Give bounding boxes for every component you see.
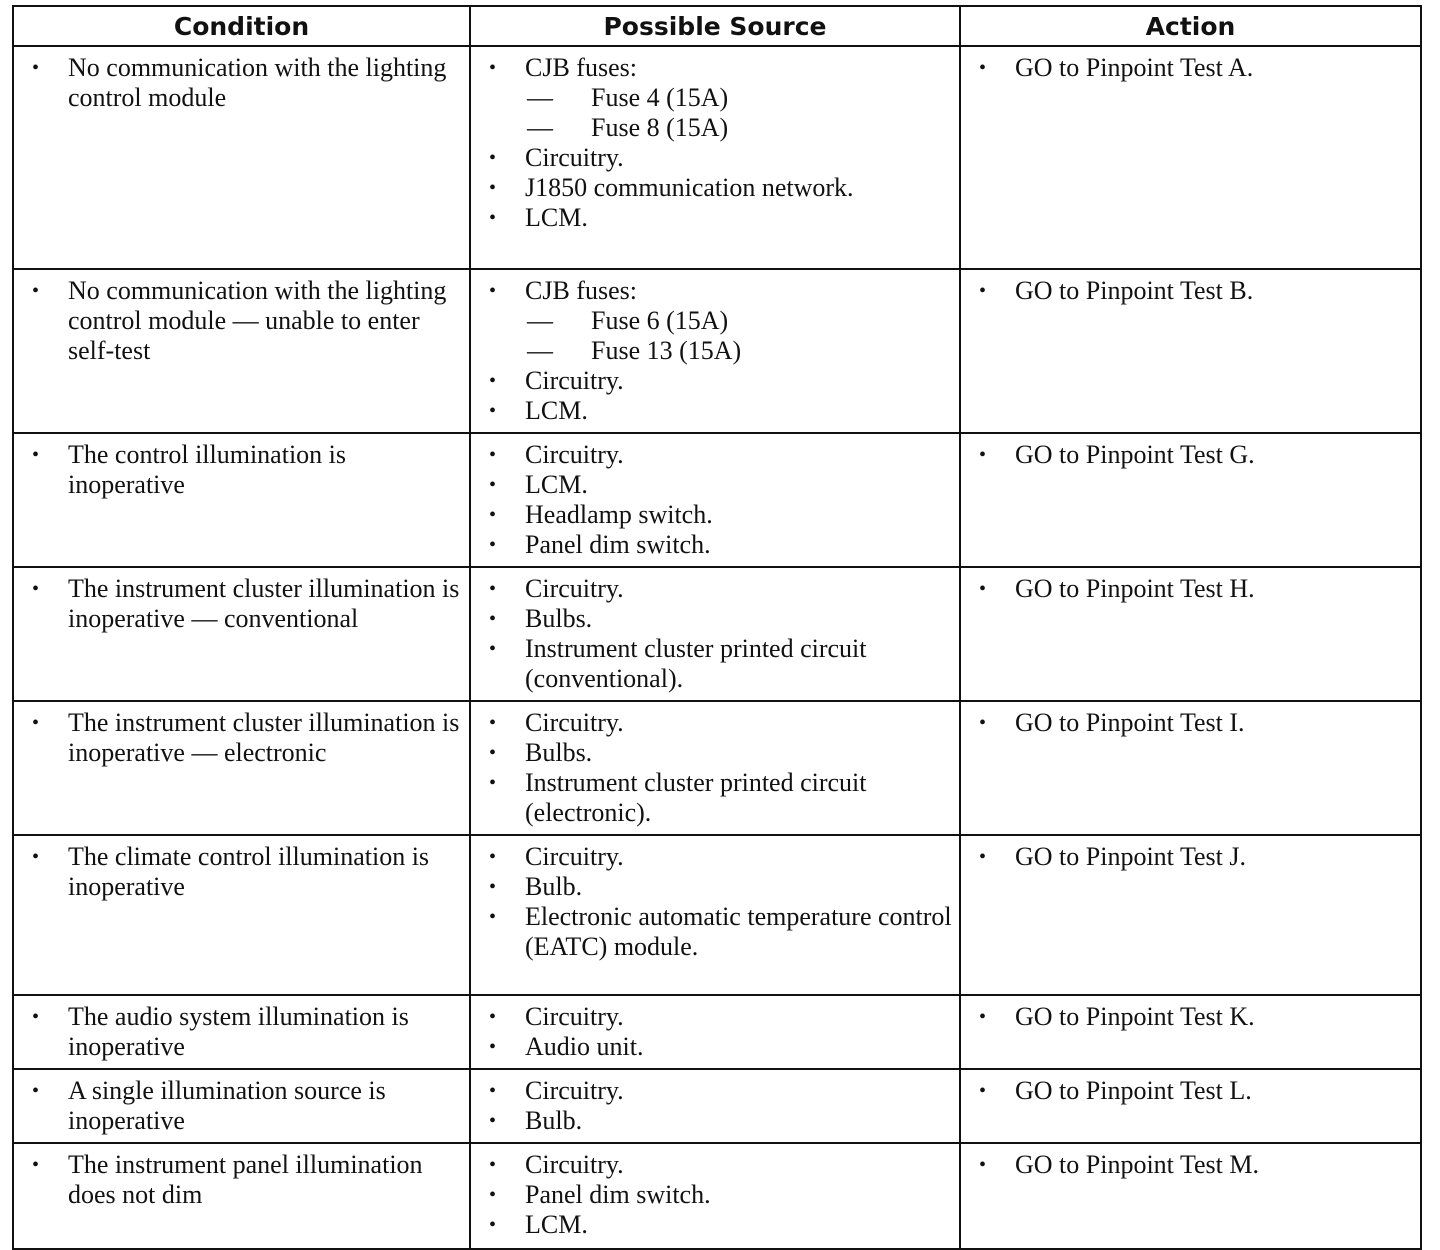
condition-cell xyxy=(13,567,470,701)
action-text: • GO to Pinpoint Test M. xyxy=(973,1150,1420,1180)
source-item xyxy=(483,768,959,828)
action-text: • GO to Pinpoint Test J. xyxy=(973,842,1420,872)
condition-text: • The audio system illumination is inoperative xyxy=(26,1002,469,1062)
action-cell xyxy=(960,46,1421,269)
fuse-item xyxy=(525,306,959,336)
table-row xyxy=(13,46,1421,269)
source-list xyxy=(483,1002,959,1062)
possible-source-cell xyxy=(470,995,960,1069)
source-list xyxy=(483,53,959,233)
fuse-text: Fuse 8 (15A) xyxy=(591,113,729,142)
source-text: Bulb. xyxy=(525,1106,583,1135)
source-item xyxy=(483,396,959,426)
condition-cell xyxy=(13,701,470,835)
source-text: Instrument cluster printed circuit (electronic). xyxy=(525,768,867,827)
condition-cell xyxy=(13,269,470,433)
source-item xyxy=(483,1180,959,1210)
source-list xyxy=(483,708,959,828)
action-text: • GO to Pinpoint Test A. xyxy=(973,53,1420,83)
condition-cell xyxy=(13,46,470,269)
condition-text: • The instrument cluster illumination is inoperative — conventional xyxy=(26,574,469,634)
action-text: • GO to Pinpoint Test B. xyxy=(973,276,1420,306)
source-text: Circuitry. xyxy=(525,440,624,469)
dash-marker: — xyxy=(527,83,553,112)
table-row xyxy=(13,1143,1421,1249)
table-row xyxy=(13,835,1421,995)
source-text: Circuitry. xyxy=(525,366,624,395)
fuse-item xyxy=(525,113,959,143)
dash-marker: — xyxy=(527,306,553,335)
fuse-item xyxy=(525,83,959,113)
action-list xyxy=(973,1002,1420,1032)
source-text: LCM. xyxy=(525,470,588,499)
source-item xyxy=(483,143,959,173)
table-row xyxy=(13,567,1421,701)
header-action: Action xyxy=(960,6,1421,46)
action-list xyxy=(973,53,1420,83)
condition-cell xyxy=(13,433,470,567)
fuse-sublist xyxy=(525,306,959,366)
source-text: Circuitry. xyxy=(525,1150,624,1179)
source-text: Instrument cluster printed circuit (conventional). xyxy=(525,634,867,693)
source-text: LCM. xyxy=(525,1210,588,1239)
source-item xyxy=(483,842,959,872)
source-text: Circuitry. xyxy=(525,574,624,603)
action-cell xyxy=(960,1069,1421,1143)
condition-list xyxy=(26,1002,469,1062)
source-text: LCM. xyxy=(525,396,588,425)
symptom-chart-table xyxy=(12,5,1422,1250)
action-cell xyxy=(960,995,1421,1069)
source-list xyxy=(483,440,959,560)
source-item xyxy=(483,366,959,396)
condition-text: • A single illumination source is inoperative xyxy=(26,1076,469,1136)
source-item xyxy=(483,530,959,560)
possible-source-cell xyxy=(470,46,960,269)
source-text: Circuitry. xyxy=(525,842,624,871)
possible-source-cell xyxy=(470,433,960,567)
action-cell xyxy=(960,1143,1421,1249)
condition-list xyxy=(26,1150,469,1210)
source-text: Audio unit. xyxy=(525,1032,644,1061)
possible-source-cell xyxy=(470,701,960,835)
table-row xyxy=(13,701,1421,835)
header-row xyxy=(13,6,1421,46)
header-possible-source: Possible Source xyxy=(470,6,960,46)
source-item xyxy=(483,872,959,902)
condition-list xyxy=(26,842,469,902)
condition-text: • The climate control illumination is inoperative xyxy=(26,842,469,902)
source-item xyxy=(483,634,959,694)
fuse-text: Fuse 4 (15A) xyxy=(591,83,729,112)
action-cell xyxy=(960,433,1421,567)
action-cell xyxy=(960,701,1421,835)
source-item xyxy=(483,1002,959,1032)
condition-list xyxy=(26,708,469,768)
condition-cell xyxy=(13,1143,470,1249)
action-text: • GO to Pinpoint Test I. xyxy=(973,708,1420,738)
possible-source-cell xyxy=(470,567,960,701)
source-text: Panel dim switch. xyxy=(525,1180,711,1209)
dash-marker: — xyxy=(527,113,553,142)
fuse-text: Fuse 13 (15A) xyxy=(591,336,742,365)
source-item xyxy=(483,738,959,768)
action-cell xyxy=(960,269,1421,433)
source-text: Circuitry. xyxy=(525,143,624,172)
source-item xyxy=(483,440,959,470)
condition-cell xyxy=(13,995,470,1069)
possible-source-cell xyxy=(470,269,960,433)
fuse-item xyxy=(525,336,959,366)
table-body xyxy=(13,46,1421,1249)
source-text: CJB fuses: xyxy=(525,53,637,82)
source-item xyxy=(483,604,959,634)
condition-text: • The control illumination is inoperative xyxy=(26,440,469,500)
action-list xyxy=(973,276,1420,306)
action-text: • GO to Pinpoint Test G. xyxy=(973,440,1420,470)
table-row xyxy=(13,269,1421,433)
condition-text: • No communication with the lighting control module xyxy=(26,53,469,113)
source-text: Bulbs. xyxy=(525,604,593,633)
source-text: Circuitry. xyxy=(525,708,624,737)
possible-source-cell xyxy=(470,835,960,995)
condition-list xyxy=(26,1076,469,1136)
action-list xyxy=(973,708,1420,738)
condition-text: • The instrument panel illumination does not dim xyxy=(26,1150,469,1210)
source-list xyxy=(483,1076,959,1136)
action-list xyxy=(973,440,1420,470)
source-text: Circuitry. xyxy=(525,1002,624,1031)
source-item xyxy=(483,1106,959,1136)
source-text: Panel dim switch. xyxy=(525,530,711,559)
fuse-text: Fuse 6 (15A) xyxy=(591,306,729,335)
source-item xyxy=(483,1076,959,1106)
table-row xyxy=(13,995,1421,1069)
source-text: J1850 communication network. xyxy=(525,173,854,202)
table-row xyxy=(13,1069,1421,1143)
action-list xyxy=(973,1076,1420,1106)
source-list xyxy=(483,574,959,694)
source-item xyxy=(483,53,959,143)
condition-text: • The instrument cluster illumination is inoperative — electronic xyxy=(26,708,469,768)
source-item xyxy=(483,173,959,203)
diagnostic-table-container xyxy=(12,5,1420,1250)
source-item xyxy=(483,203,959,233)
possible-source-cell xyxy=(470,1069,960,1143)
condition-text: • No communication with the lighting control module — unable to enter self-test xyxy=(26,276,469,366)
action-list xyxy=(973,1150,1420,1180)
dash-marker: — xyxy=(527,336,553,365)
source-item xyxy=(483,574,959,604)
source-text: Bulb. xyxy=(525,872,583,901)
source-list xyxy=(483,1150,959,1240)
source-item xyxy=(483,470,959,500)
condition-cell xyxy=(13,835,470,995)
possible-source-cell xyxy=(470,1143,960,1249)
action-list xyxy=(973,842,1420,872)
source-text: Circuitry. xyxy=(525,1076,624,1105)
action-cell xyxy=(960,567,1421,701)
source-item xyxy=(483,1150,959,1180)
source-list xyxy=(483,842,959,962)
source-text: CJB fuses: xyxy=(525,276,637,305)
source-item xyxy=(483,708,959,738)
source-item xyxy=(483,276,959,366)
condition-list xyxy=(26,574,469,634)
source-text: Headlamp switch. xyxy=(525,500,713,529)
source-item xyxy=(483,1210,959,1240)
source-list xyxy=(483,276,959,426)
action-text: • GO to Pinpoint Test L. xyxy=(973,1076,1420,1106)
source-text: Bulbs. xyxy=(525,738,593,767)
condition-list xyxy=(26,53,469,113)
condition-list xyxy=(26,440,469,500)
action-text: • GO to Pinpoint Test K. xyxy=(973,1002,1420,1032)
source-item xyxy=(483,902,959,962)
action-list xyxy=(973,574,1420,604)
table-row xyxy=(13,433,1421,567)
condition-list xyxy=(26,276,469,366)
fuse-sublist xyxy=(525,83,959,143)
source-item xyxy=(483,1032,959,1062)
source-text: Electronic automatic temperature control (EATC) module. xyxy=(525,902,952,961)
action-text: • GO to Pinpoint Test H. xyxy=(973,574,1420,604)
source-text: LCM. xyxy=(525,203,588,232)
header-condition: Condition xyxy=(13,6,470,46)
condition-cell xyxy=(13,1069,470,1143)
source-item xyxy=(483,500,959,530)
action-cell xyxy=(960,835,1421,995)
